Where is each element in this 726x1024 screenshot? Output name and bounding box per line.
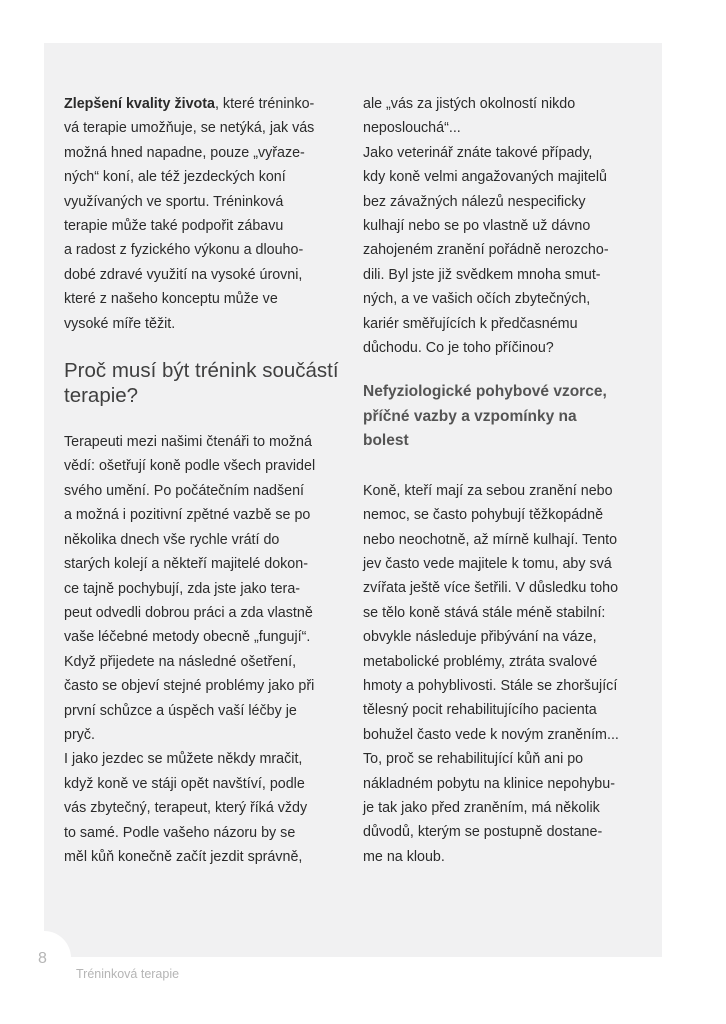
page-number: 8 xyxy=(38,950,47,967)
text-line: kariér směřujících k předčasnému xyxy=(363,315,578,332)
text-line: neposlouchá“... xyxy=(363,120,461,137)
text-line: ných, a ve vašich očích zbytečných, xyxy=(363,291,591,308)
text-line: Jako veterinář znáte takové případy, xyxy=(363,144,593,161)
left-column xyxy=(64,92,354,869)
text-line: důvodů, kterým se postupně dostane- xyxy=(363,824,603,841)
text-line: svého umění. Po počátečním nadšení xyxy=(64,482,305,499)
text-line: nebo neochotně, až mírně kulhají. Tento xyxy=(363,531,618,548)
heading-line: bolest xyxy=(363,432,409,450)
text-line: často se objeví stejné problémy jako při xyxy=(64,678,315,695)
text-line: to samé. Podle vašeho názoru by se xyxy=(64,824,296,841)
text-line: kdy koně velmi angažovaných majitelů xyxy=(363,169,607,186)
text-line: ale „vás za jistých okolností nikdo xyxy=(363,96,576,112)
text-line: hmoty a pohyblivosti. Stále se zhoršující xyxy=(363,677,618,694)
text-line: obvykle následuje přibývání na váze, xyxy=(363,629,597,646)
subsection-heading xyxy=(363,380,648,453)
heading-line: Nefyziologické pohybové vzorce, xyxy=(363,383,607,401)
text-line: To, proč se rehabilitující kůň ani po xyxy=(363,751,584,768)
text-line: dili. Byl jste již svědkem mnoha smut- xyxy=(363,266,601,283)
text-line: bohužel často vede k novým zraněním... xyxy=(363,726,619,743)
text-line: měl kůň konečně začít jezdit správně, xyxy=(64,848,303,865)
text-line: tělesný pocit rehabilitujícího pacienta xyxy=(363,702,597,719)
text-line: vysoké míře těžit. xyxy=(64,315,176,332)
text-line: pryč. xyxy=(64,726,95,743)
text-line: vá terapie umožňuje, se netýká, jak vás xyxy=(64,120,315,137)
text-line: vaše léčebné metody obecně „fungují“. xyxy=(64,629,311,646)
text-line: když koně ve stáji opět navštíví, podle xyxy=(64,775,305,792)
text-line: I jako jezdec se můžete někdy mračit, xyxy=(64,751,303,768)
intro-paragraph xyxy=(64,116,354,336)
right-column xyxy=(363,92,648,869)
text-line: se tělo koně stává stále méně stabilní: xyxy=(363,604,606,621)
text-line: kulhají nebo se po vlastně už dávno xyxy=(363,218,591,235)
footer-section-title: Tréninková terapie xyxy=(76,967,180,981)
body-paragraph xyxy=(64,430,354,869)
text-line: využívaných ve sportu. Tréninková xyxy=(64,193,284,210)
text-line: vás zbytečný, terapeut, který říká vždy xyxy=(64,800,308,817)
body-paragraph xyxy=(363,479,648,870)
text-line: peut odvedli dobrou práci a zda vlastně xyxy=(64,604,313,621)
text-line: několika dnech vše rychle vrátí do xyxy=(64,531,280,548)
text-line: možná hned napadne, pouze „vyřaze- xyxy=(64,144,305,161)
text-line: starých kolejí a někteří majitelé dokon- xyxy=(64,556,308,573)
text-line: zahojeném zranění pořádně nerozcho- xyxy=(363,242,609,259)
text-line: terapie může také podpořit zábavu xyxy=(64,218,284,235)
text-line: metabolické problémy, ztráta svalové xyxy=(363,653,598,670)
text-line: zvířata ještě více šetřili. V důsledku toho xyxy=(363,580,619,597)
text-line: nemoc, se často pohybují těžkopádně xyxy=(363,507,604,524)
text-line: je tak jako před zraněním, má několik xyxy=(363,799,600,816)
text-line: které z našeho konceptu může ve xyxy=(64,291,278,308)
heading-line: terapie? xyxy=(64,384,139,408)
intro-line xyxy=(64,92,354,116)
text-line: ce tajně pochybují, zda jste jako tera- xyxy=(64,580,301,597)
text-line: první schůzce a úspěch vaší léčby je xyxy=(64,702,297,719)
text-line: a možná i pozitivní zpětné vazbě se po xyxy=(64,507,311,524)
heading-line: Proč musí být trénink součástí xyxy=(64,359,339,383)
intro-rest: , které tréninko- xyxy=(214,96,315,112)
intro-bold-phrase: Zlepšení kvality života xyxy=(64,96,215,112)
text-line: Terapeuti mezi našimi čtenáři to možná xyxy=(64,434,312,451)
text-line: Koně, kteří mají za sebou zranění nebo xyxy=(363,482,613,499)
text-line: bez závažných nálezů nespecificky xyxy=(363,193,586,210)
continued-paragraph xyxy=(363,92,648,360)
section-heading xyxy=(64,358,354,408)
text-line: jev často vede majitele k tomu, aby svá xyxy=(363,555,612,572)
text-line: a radost z fyzického výkonu a dlouho- xyxy=(64,242,304,259)
heading-line: příčné vazby a vzpomínky na xyxy=(363,407,577,425)
text-line: dobé zdravé využití na vysoké úrovni, xyxy=(64,266,303,283)
text-line: Když přijedete na následné ošetření, xyxy=(64,653,297,670)
text-line: nákladném pobytu na klinice nepohybu- xyxy=(363,775,615,792)
text-line: vědí: ošetřují koně podle všech pravidel xyxy=(64,458,316,475)
text-line: ných“ koní, ale též jezdeckých koní xyxy=(64,169,286,186)
text-line: důchodu. Co je toho příčinou? xyxy=(363,340,554,357)
text-line: me na kloub. xyxy=(363,848,445,865)
